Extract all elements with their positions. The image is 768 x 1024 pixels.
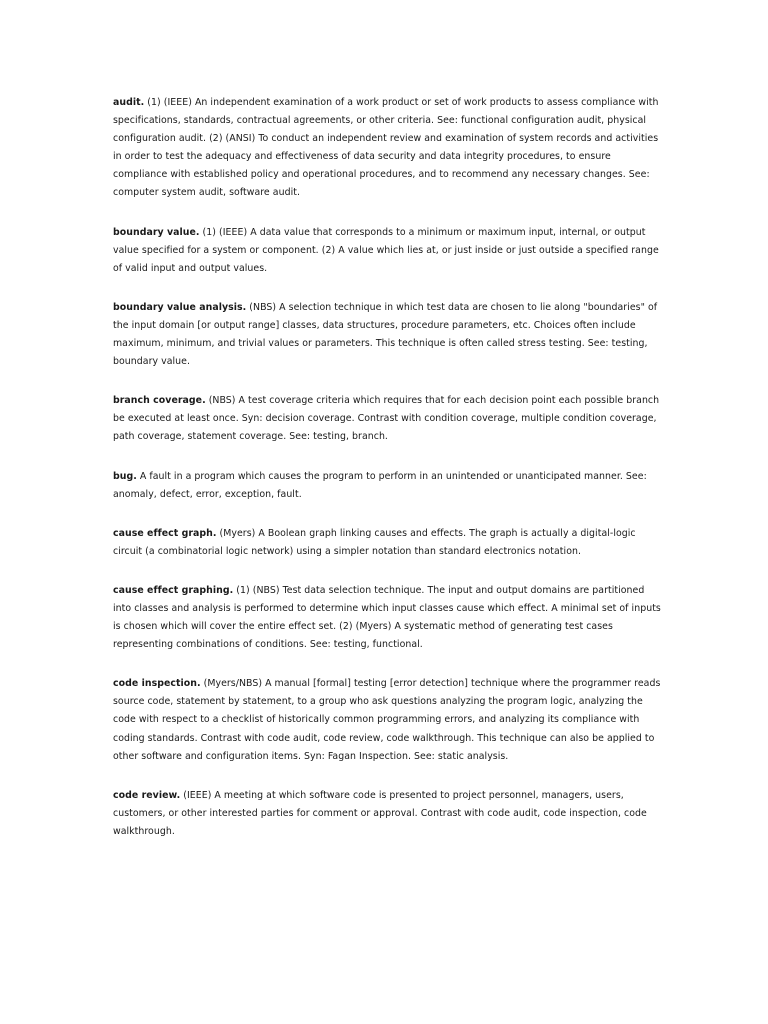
glossary-entry-boundary-value: [113, 224, 661, 278]
entry-term: branch coverage.: [113, 395, 206, 407]
entry-term: code review.: [113, 789, 181, 801]
entry-definition: (1) (IEEE) A data value that corresponds to a minimum or maximum input, internal, or output value specified for a system or component. (2) A value which lies at, or just inside or just outside a specified range of valid input and output values.: [113, 226, 659, 274]
entry-definition: (NBS) A selection technique in which test data are chosen to lie along "boundaries" of the input domain [or output range] classes, data structures, procedure parameters, etc. Choices often include maximum, minimum, and trivial values or parameters. This technique is often called stress testing. See: testing, boundary value.: [113, 301, 658, 368]
entry-definition: (1) (NBS) Test data selection technique. The input and output domains are partitioned into classes and analysis is performed to determine which input classes cause which effect. A minimal set of inputs is chosen which will cover the entire effect set. (2) (Myers) A systematic method of generating test cases representing combinations of conditions. See: testing, functional.: [113, 584, 661, 651]
entry-definition: A fault in a program which causes the program to perform in an unintended or unanticipated manner. See: anomaly, defect, error, exception, fault.: [113, 470, 647, 500]
glossary-entry-audit: [113, 94, 661, 203]
entry-term: boundary value.: [113, 226, 200, 238]
glossary-page: [113, 94, 661, 862]
glossary-entry-code-inspection: [113, 675, 661, 765]
glossary-entry-branch-coverage: [113, 392, 661, 446]
entry-definition: (IEEE) A meeting at which software code is presented to project personnel, managers, users, customers, or other interested parties for comment or approval. Contrast with code audit, code inspection, code walkthrough.: [113, 789, 647, 837]
entry-term: bug.: [113, 470, 137, 482]
glossary-entry-boundary-value-analysis: [113, 299, 661, 371]
entry-definition: (NBS) A test coverage criteria which requires that for each decision point each possible branch be executed at least once. Syn: decision coverage. Contrast with condition coverage, multiple condition coverage, path coverage, statement coverage. See: testing, branch.: [113, 395, 660, 443]
entry-term: cause effect graph.: [113, 527, 217, 539]
entry-term: code inspection.: [113, 678, 201, 690]
entry-definition: (Myers/NBS) A manual [formal] testing [error detection] technique where the programmer reads source code, statement by statement, to a group who ask questions analyzing the program logic, analyzing the code with respect to a checklist of historically common programming errors, and analyzing its compliance with coding standards. Contrast with code audit, code review, code walkthrough. This technique can also be applied to other software and configuration items. Syn: Fagan Inspection. See: static analysis.: [113, 678, 661, 762]
glossary-entry-code-review: [113, 787, 661, 841]
entry-term: audit.: [113, 97, 145, 108]
glossary-entry-cause-effect-graphing: [113, 582, 661, 654]
entry-definition: (Myers) A Boolean graph linking causes and effects. The graph is actually a digital-logic circuit (a combinatorial logic network) using a simpler notation than standard electronics notation.: [113, 527, 636, 557]
entry-term: cause effect graphing.: [113, 584, 234, 596]
entry-definition: (1) (IEEE) An independent examination of a work product or set of work products to assess compliance with specifications, standards, contractual agreements, or other criteria. See: functional configuration audit, physical configuration audit. (2) (ANSI) To conduct an independent review and examination of system records and activities in order to test the adequacy and effectiveness of data security and data integrity procedures, to ensure compliance with established policy and operational procedures, and to recommend any necessary changes. See: computer system audit, software audit.: [113, 97, 659, 199]
entry-term: boundary value analysis.: [113, 301, 247, 313]
glossary-entry-cause-effect-graph: [113, 525, 661, 561]
glossary-entry-bug: [113, 468, 661, 504]
